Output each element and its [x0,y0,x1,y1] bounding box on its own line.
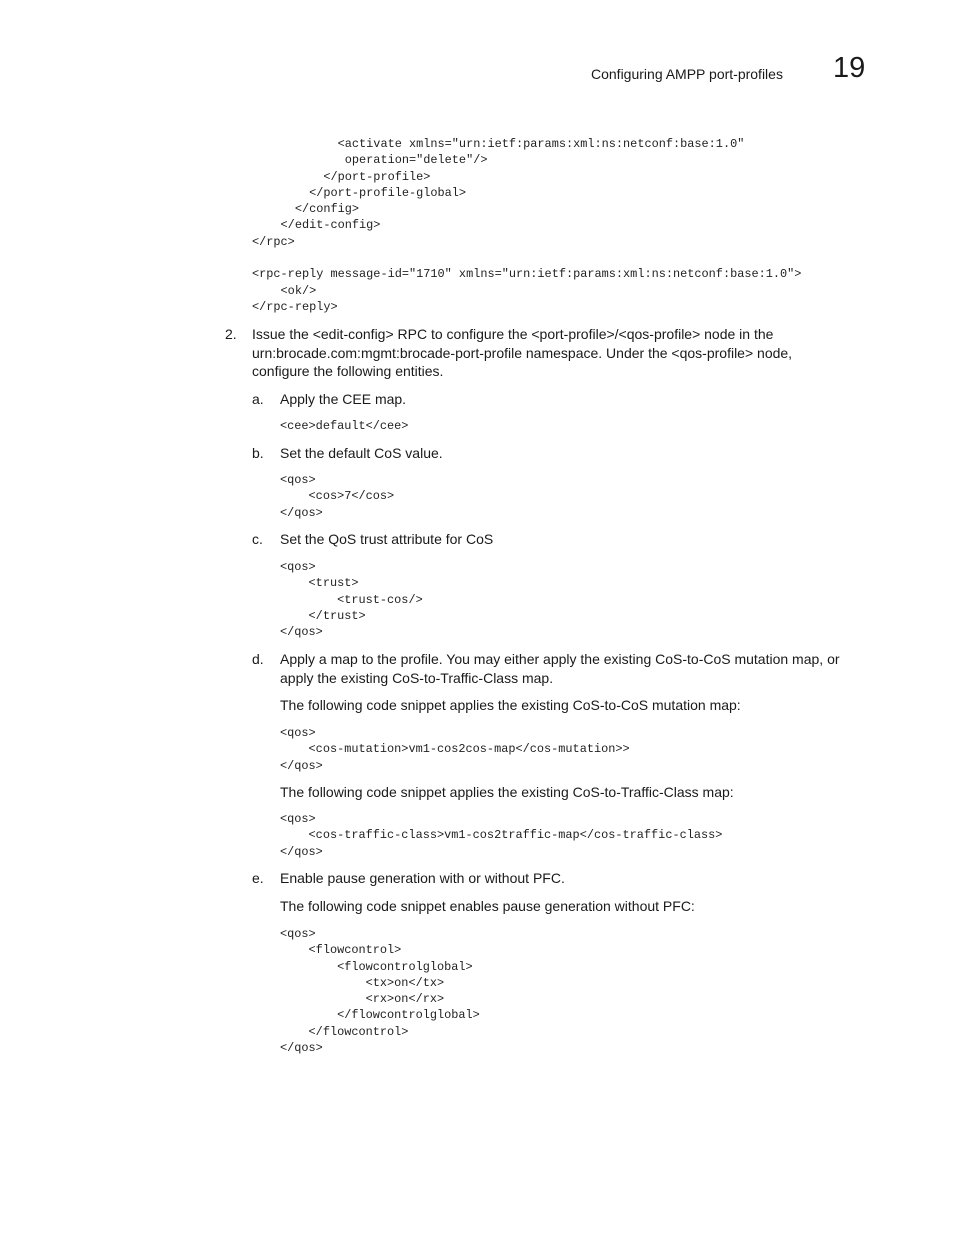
substep-d-line-1: Apply a map to the profile. You may either apply the existing CoS-to-CoS mutation map, or [280,651,840,667]
substep-d-paragraph-2: The following code snippet applies the existing CoS-to-Traffic-Class map: [280,784,734,800]
substep-d-marker: d. [252,651,264,667]
step-2-line-1: Issue the <edit-config> RPC to configure the <port-profile>/<qos-profile> node in the [252,326,774,342]
step-2-line-3: configure the following entities. [252,363,444,379]
substep-b-text: Set the default CoS value. [280,445,443,461]
substep-c-text: Set the QoS trust attribute for CoS [280,531,494,547]
header-title: Configuring AMPP port-profiles [591,66,783,82]
code-block-cos-traffic-class: <qos> <cos-traffic-class>vm1-cos2traffic-map</cos-traffic-class> </qos> [280,812,723,859]
chapter-number: 19 [833,52,866,84]
code-block-cos: <qos> <cos>7</cos> </qos> [280,473,395,520]
substep-d-paragraph-1: The following code snippet applies the existing CoS-to-CoS mutation map: [280,697,741,713]
code-block-flowcontrol: <qos> <flowcontrol> <flowcontrolglobal> <tx>on</tx> <rx>on</rx> </flowcontrolglobal> </flowcontrol> </qos> [280,927,480,1056]
code-block-trust: <qos> <trust> <trust-cos/> </trust> </qos> [280,560,423,640]
step-2-line-2: urn:brocade.com:mgmt:brocade-port-profile namespace. Under the <qos-profile> node, [252,344,793,361]
step-2-marker: 2. [225,326,237,342]
substep-c-marker: c. [252,531,263,547]
code-block-cee: <cee>default</cee> [280,419,409,433]
substep-a-marker: a. [252,391,264,407]
substep-e-text: Enable pause generation with or without PFC. [280,870,565,886]
substep-e-marker: e. [252,870,264,886]
substep-d-line-2: apply the existing CoS-to-Traffic-Class map. [280,669,554,686]
code-block-cos-mutation: <qos> <cos-mutation>vm1-cos2cos-map</cos-mutation>> </qos> [280,726,630,773]
substep-a-text: Apply the CEE map. [280,391,407,407]
code-block-rpc-end: <activate xmlns="urn:ietf:params:xml:ns:netconf:base:1.0" operation="delete"/> </port-profile> </port-profile-global> </config> </edit-config> </rpc> <rpc-reply message-id="1710" xmlns="urn:ietf:params:xml:ns:netconf:base:1.0"> <ok/> </rpc-reply> [252,137,802,314]
substep-b-marker: b. [252,445,264,461]
substep-e-paragraph: The following code snippet enables pause generation without PFC: [280,898,695,914]
